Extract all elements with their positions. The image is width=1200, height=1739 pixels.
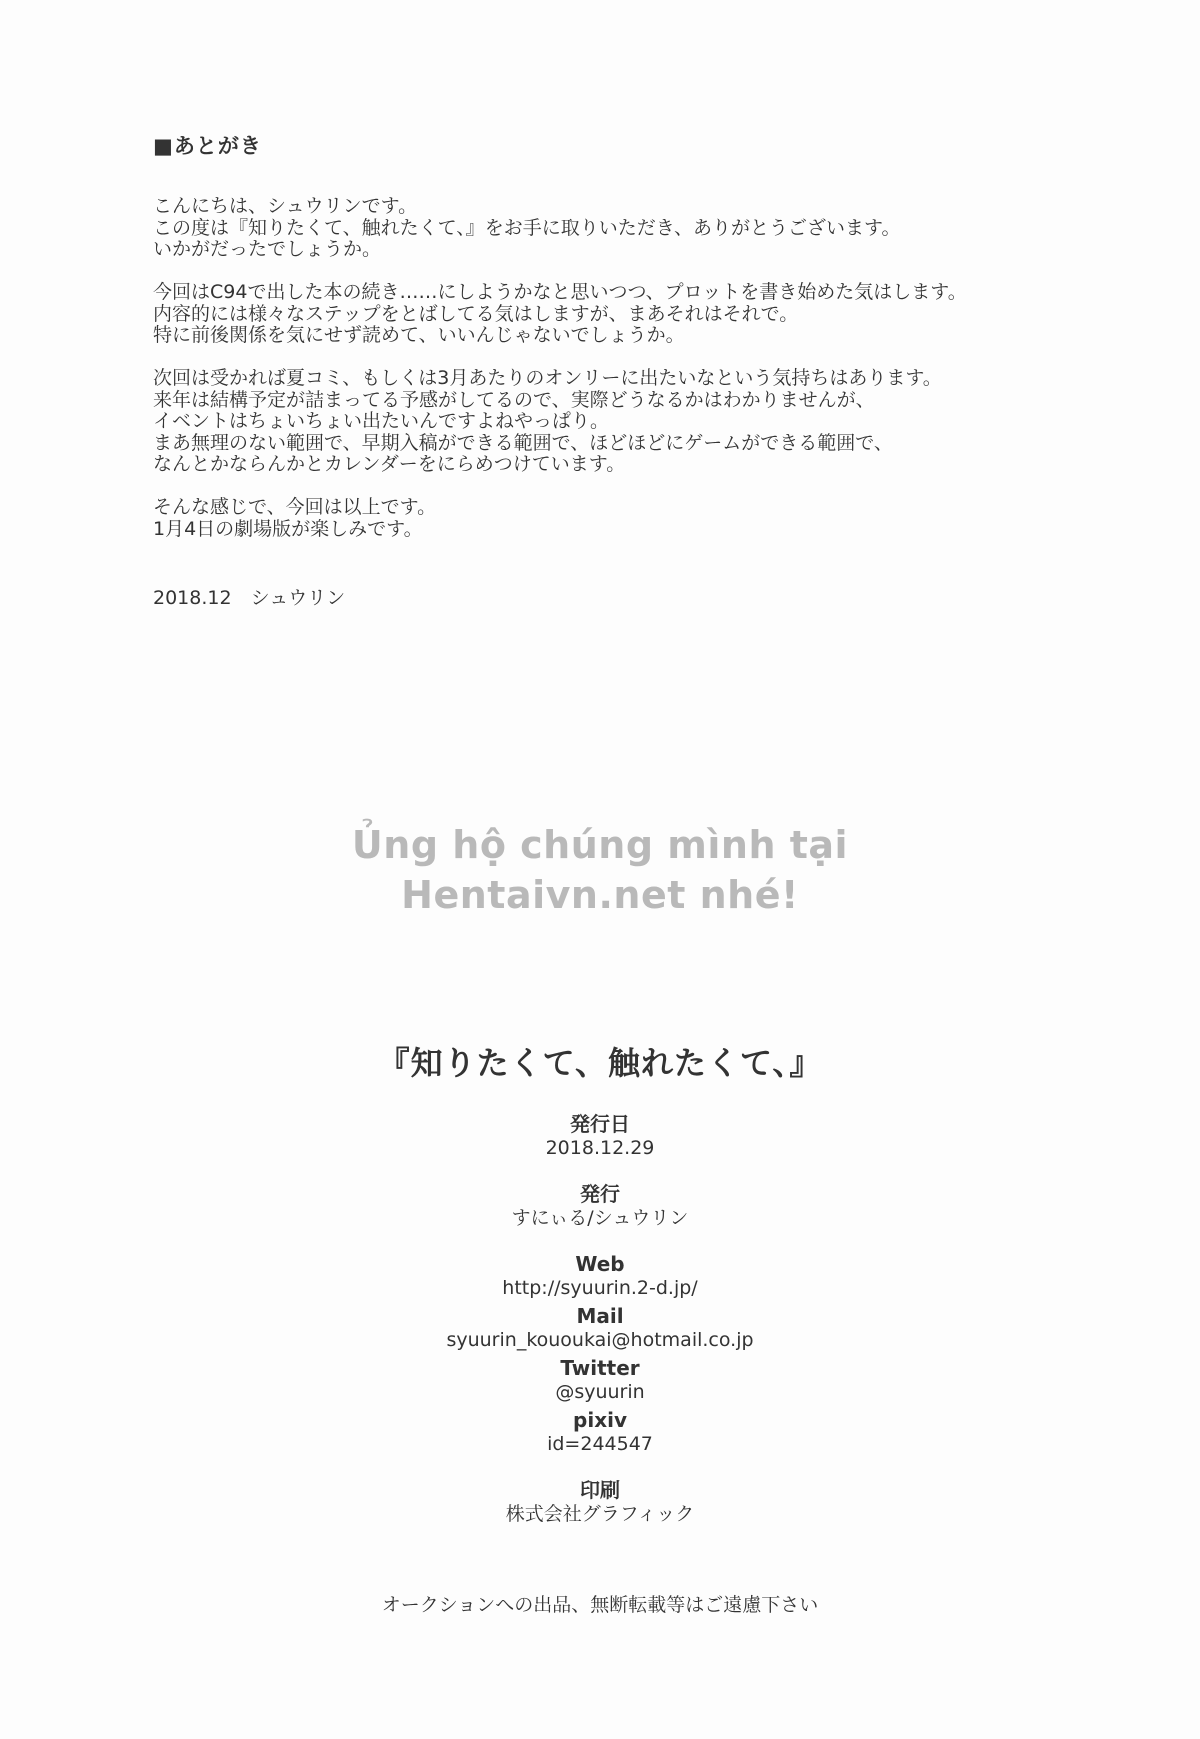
colophon-label: 発行 xyxy=(580,1182,620,1206)
colophon-twitter xyxy=(0,1356,1200,1404)
afterword-body xyxy=(153,196,1103,562)
colophon-value: syuurin_kououkai@hotmail.co.jp xyxy=(446,1329,754,1351)
afterword-line: こんにちは、シュウリンです。 xyxy=(153,195,418,217)
colophon-label: 発行日 xyxy=(570,1112,630,1136)
afterword-line: イベントはちょいちょい出たいんですよねやっぱり。 xyxy=(153,410,610,432)
colophon-value: id=244547 xyxy=(547,1433,653,1455)
colophon-value: すにぃる/シュウリン xyxy=(511,1207,689,1229)
watermark-text xyxy=(0,820,1200,920)
colophon-publisher xyxy=(0,1182,1200,1230)
afterword-heading: ■あとがき xyxy=(153,134,262,158)
colophon-value: 2018.12.29 xyxy=(545,1137,655,1159)
afterword-line: いかがだったでしょうか。 xyxy=(153,238,382,260)
afterword-line: 内容的には様々なステップをとばしてる気はしますが、まあそれはそれで。 xyxy=(153,302,799,325)
colophon-label: Twitter xyxy=(560,1356,640,1380)
afterword-line: 今回はC94で出した本の続き……にしようかなと思いつつ、プロットを書き始めた気はします。 xyxy=(153,281,967,303)
afterword-signature: 2018.12 シュウリン xyxy=(153,587,346,609)
afterword-paragraph xyxy=(153,282,1103,347)
afterword-paragraph xyxy=(153,368,1103,476)
colophon-value: 株式会社グラフィック xyxy=(505,1503,695,1525)
colophon-value: @syuurin xyxy=(555,1381,645,1403)
colophon-label: pixiv xyxy=(573,1408,627,1432)
afterword-line: 1月4日の劇場版が楽しみです。 xyxy=(153,517,423,540)
watermark-line-2: Hentaivn.net nhé! xyxy=(401,873,799,917)
afterword-paragraph xyxy=(153,497,1103,540)
colophon-pixiv xyxy=(0,1408,1200,1456)
afterword-line: 特に前後関係を気にせず読めて、いいんじゃないでしょうか。 xyxy=(153,324,685,346)
colophon-issue-date xyxy=(0,1112,1200,1160)
colophon-value: http://syuurin.2-d.jp/ xyxy=(502,1277,698,1299)
afterword-line: まあ無理のない範囲で、早期入稿ができる範囲で、ほどほどにゲームができる範囲で、 xyxy=(153,431,893,454)
afterword-line: 来年は結構予定が詰まってる予感がしてるので、実際どうなるかはわかりませんが、 xyxy=(153,388,875,411)
afterword-line: なんとかならんかとカレンダーをにらめつけています。 xyxy=(153,453,626,475)
colophon xyxy=(0,1112,1200,1548)
colophon-mail xyxy=(0,1304,1200,1352)
afterword-line: この度は『知りたくて、触れたくて、』をお手に取りいただき、ありがとうございます。 xyxy=(153,216,901,239)
colophon-label: 印刷 xyxy=(580,1478,620,1502)
colophon-label: Web xyxy=(575,1252,625,1276)
colophon-web xyxy=(0,1252,1200,1300)
reprint-notice: オークションへの出品、無断転載等はご遠慮下さい xyxy=(381,1594,819,1616)
afterword-paragraph xyxy=(153,196,1103,261)
colophon-label: Mail xyxy=(576,1304,624,1328)
work-title: 『知りたくて、触れたくて、』 xyxy=(377,1044,823,1082)
colophon-printer xyxy=(0,1478,1200,1526)
afterword-line: 次回は受かれば夏コミ、もしくは3月あたりのオンリーに出たいなという気持ちはあります。 xyxy=(153,367,942,389)
watermark-line-1: Ủng hộ chúng mình tại xyxy=(351,823,849,867)
afterword-line: そんな感じで、今回は以上です。 xyxy=(153,496,437,518)
